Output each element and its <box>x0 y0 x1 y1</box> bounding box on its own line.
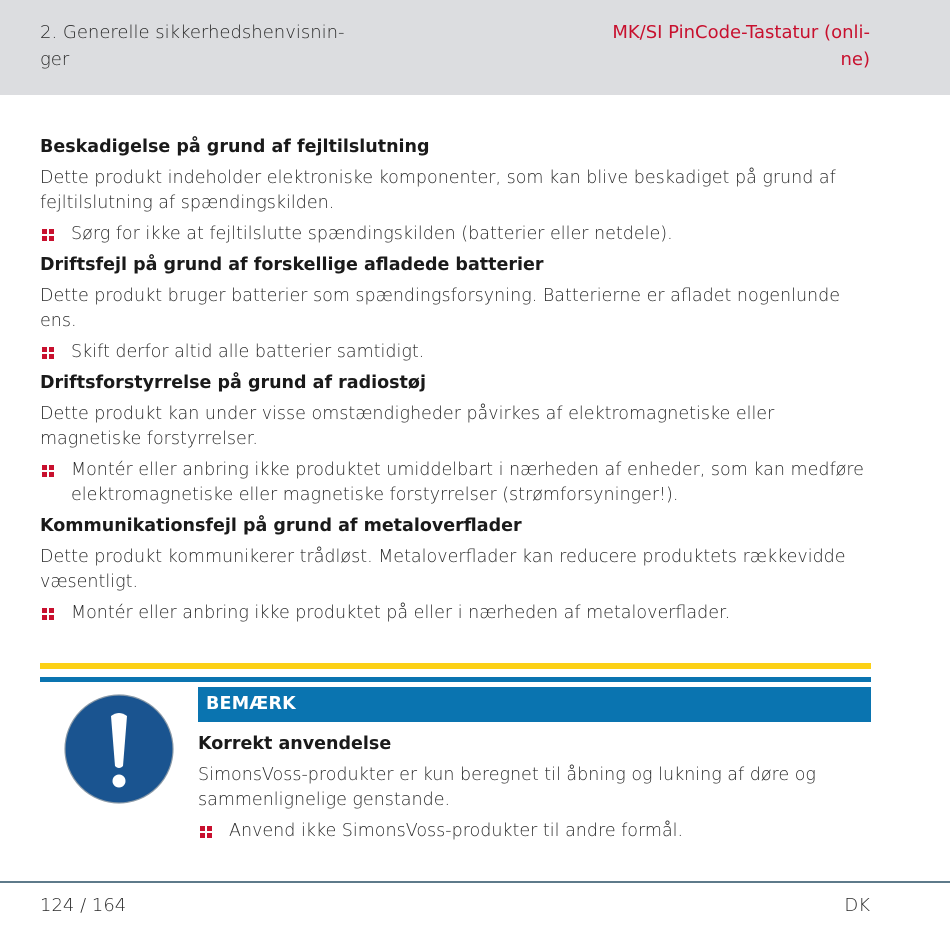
yellow-divider <box>40 663 871 669</box>
instruction-text: Anvend ikke SimonsVoss-produkter til andre formål. <box>229 821 684 841</box>
product-title-line1: MK/SI PinCode-Tastatur (onli- <box>612 22 870 43</box>
chapter-title-line2: ger <box>40 49 70 70</box>
bullet-square-icon <box>42 608 55 621</box>
note-heading: Korrekt anvendelse <box>198 734 392 754</box>
instruction-text: Montér eller anbring ikke produktet umiddelbart i nærheden af enheder, som kan medføre elektromagnetiske eller magnetiske forstyrrelser (strømforsyninger!). <box>71 460 864 505</box>
note-label: BEMÆRK <box>206 694 296 714</box>
instruction-text: Montér eller anbring ikke produktet på eller i nærheden af metaloverflader. <box>71 603 731 623</box>
bullet-square-icon <box>42 229 55 242</box>
note-instruction-item <box>198 819 878 844</box>
instruction-text: Skift derfor altid alle batterier samtidigt. <box>71 342 425 362</box>
instruction-item <box>40 340 870 365</box>
section-metal-surfaces <box>40 513 870 626</box>
section-text: Dette produkt kommunikerer trådløst. Metaloverflader kan reducere produktets rækkevidde væsentligt. <box>40 547 846 592</box>
product-title <box>540 19 870 73</box>
instruction-text: Sørg for ikke at fejltilslutte spændingskilden (batterier eller netdele). <box>71 224 673 244</box>
note-body <box>198 731 878 844</box>
footer-divider <box>0 881 950 883</box>
blue-divider <box>40 677 871 682</box>
bullet-square-icon <box>200 826 213 839</box>
chapter-title <box>40 19 400 73</box>
section-text: Dette produkt bruger batterier som spændingsforsyning. Batterierne er afladet nogenlunde ens. <box>40 286 841 331</box>
instruction-item <box>40 458 870 508</box>
bullet-square-icon <box>42 347 55 360</box>
note-text: SimonsVoss-produkter er kun beregnet til åbning og lukning af døre og sammenlignelige genstande. <box>198 765 816 810</box>
page-header <box>0 0 950 95</box>
product-title-line2: ne) <box>840 49 870 70</box>
section-radio-noise <box>40 370 870 508</box>
section-heading: Kommunikationsfejl på grund af metaloverflader <box>40 516 522 536</box>
section-batteries <box>40 252 870 365</box>
section-text: Dette produkt kan under visse omstændigheder påvirkes af elektromagnetiske eller magnetiske forstyrrelser. <box>40 404 775 449</box>
section-heading: Driftsfejl på grund af forskellige afladede batterier <box>40 255 544 275</box>
language-code: DK <box>844 895 870 916</box>
note-label-bar <box>198 687 871 722</box>
instruction-item <box>40 222 870 247</box>
mandatory-exclamation-icon <box>64 694 174 804</box>
chapter-title-line1: 2. Generelle sikkerhedshenvisnin- <box>40 22 345 43</box>
section-miswiring <box>40 134 870 247</box>
section-heading: Driftsforstyrrelse på grund af radiostøj <box>40 373 426 393</box>
section-heading: Beskadigelse på grund af fejltilslutning <box>40 137 430 157</box>
page-number: 124 / 164 <box>40 895 127 916</box>
safety-sections <box>40 134 870 631</box>
bullet-square-icon <box>42 465 55 478</box>
instruction-item <box>40 601 870 626</box>
section-text: Dette produkt indeholder elektroniske komponenter, som kan blive beskadiget på grund af fejltilslutning af spændingskilden. <box>40 168 836 213</box>
